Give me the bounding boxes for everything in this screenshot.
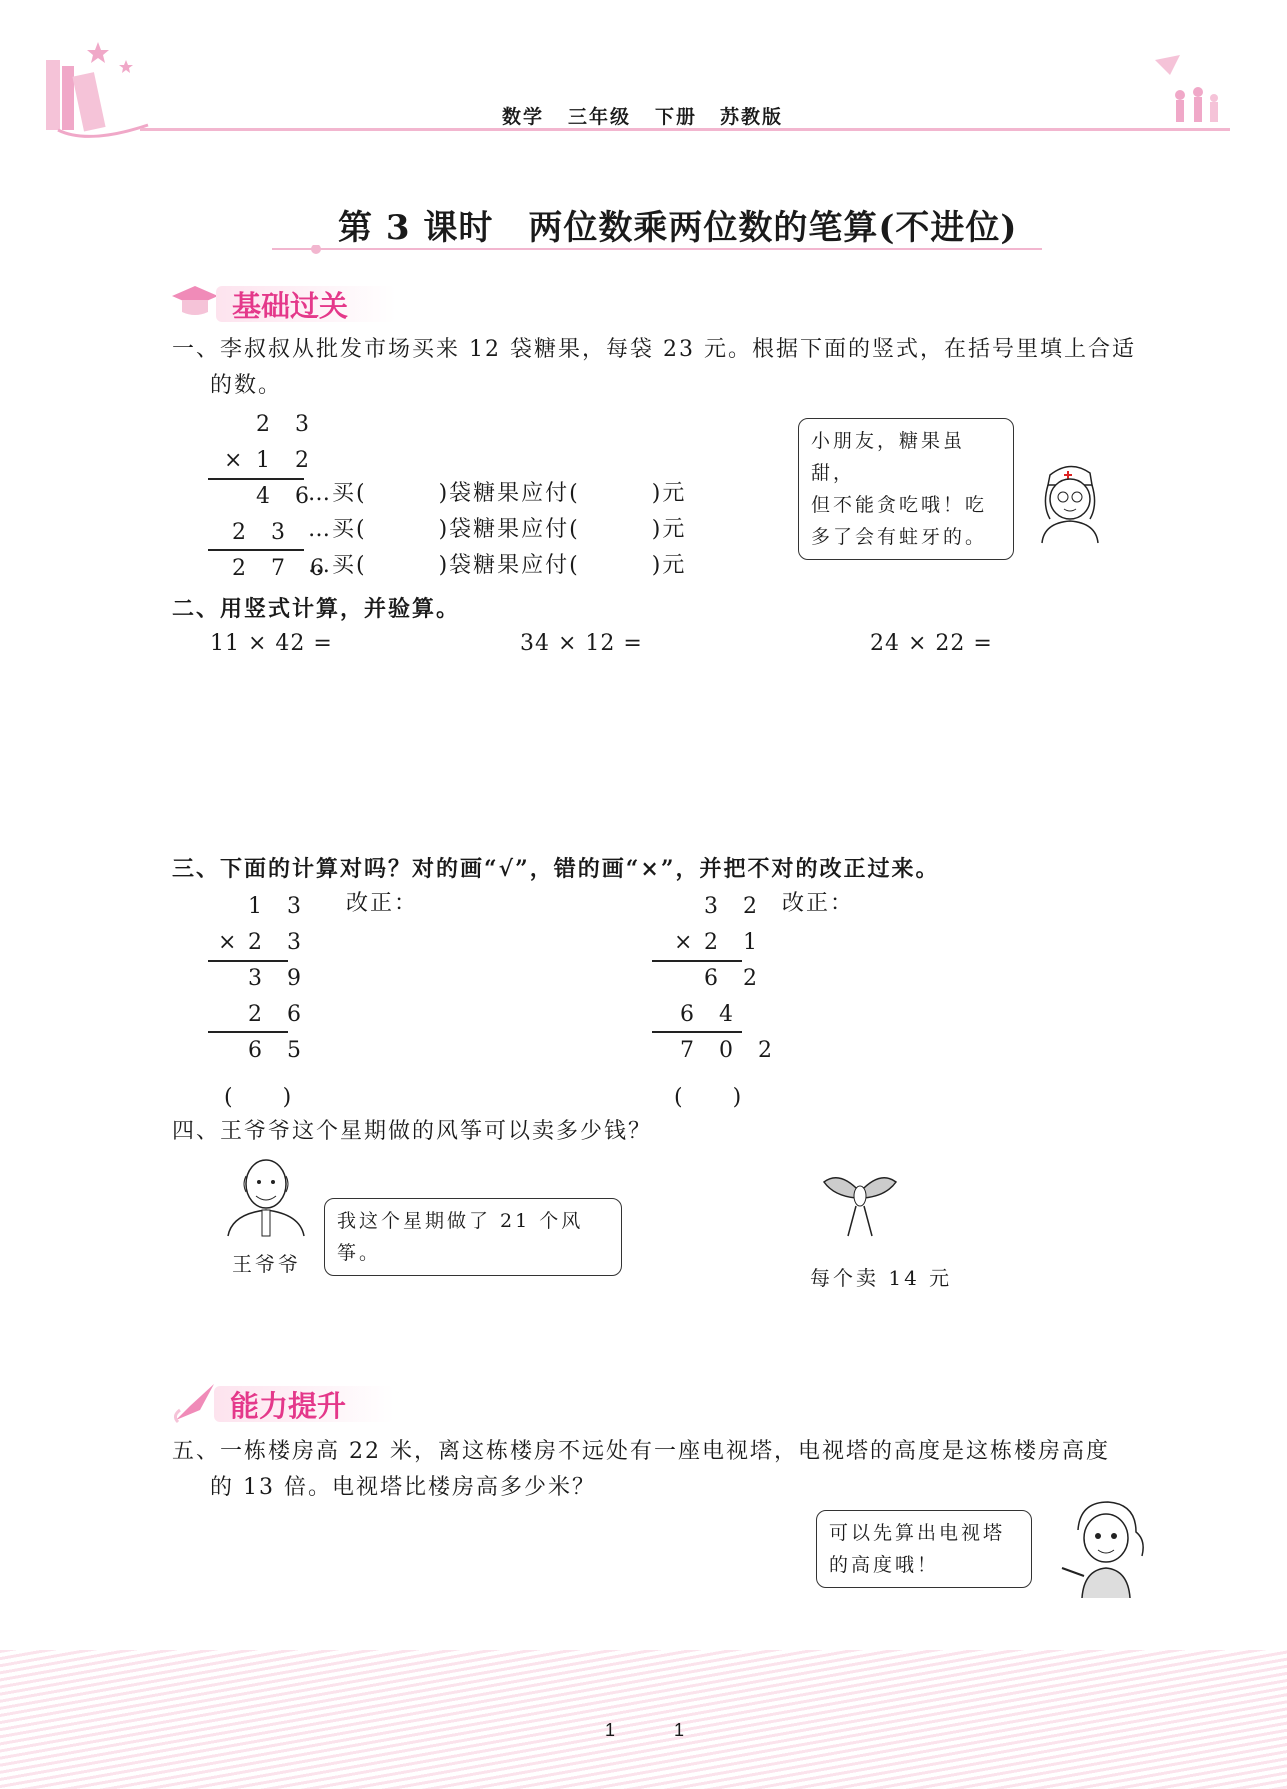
- kite-illustration: [820, 1162, 900, 1242]
- grandpa-illustration: [218, 1156, 314, 1238]
- q5-text-line2: 的 13 倍。电视塔比楼房高多少米？: [210, 1475, 596, 1500]
- header-decoration-left: [38, 30, 158, 150]
- q5-text-line1: 五、一栋楼房高 22 米，离这栋楼房不远处有一座电视塔，电视塔的高度是这栋楼房高度: [172, 1439, 1110, 1464]
- q3-right-rule2: [652, 1031, 742, 1033]
- q3-right-a: 3 2: [704, 894, 766, 919]
- q1-calc-rule1: [208, 478, 304, 480]
- q1-bubble-line1: 小朋友，糖果虽甜，: [811, 430, 966, 484]
- girl-illustration: [1056, 1496, 1156, 1600]
- page-number-left: 1: [605, 1720, 616, 1740]
- q3-left-p1: 3 9: [248, 966, 310, 991]
- q1-calc-b: 1 2: [256, 448, 318, 473]
- q5-bubble-line2: 的高度哦！: [829, 1554, 940, 1576]
- q1-calc-a: 2 3: [256, 412, 318, 437]
- q3-left-p2: 2 6: [248, 1002, 310, 1027]
- q5-bubble-line1: 可以先算出电视塔: [829, 1522, 1006, 1544]
- header-decoration-right: [1150, 50, 1230, 130]
- q3-right-p2: 6 4: [680, 1002, 742, 1027]
- page-title: 第 3 课时 两位数乘两位数的笔算(不进位): [338, 208, 1018, 248]
- q2-expr-3: 24 × 22 =: [870, 631, 993, 656]
- q1-calc-p1: 4 6: [256, 484, 318, 509]
- q3-left-judgement-blank[interactable]: ( ): [224, 1085, 294, 1110]
- q3-left-b: 2 3: [248, 930, 310, 955]
- q3-left-correction-label: 改正：: [346, 891, 419, 916]
- q1-calc-result: 2 7 6: [232, 556, 333, 581]
- section-title-basic: 基础过关: [232, 289, 349, 323]
- footer-band: [0, 1650, 1287, 1789]
- q3-right-result: 7 0 2: [680, 1038, 781, 1063]
- q3-left-result: 6 5: [248, 1038, 310, 1063]
- q1-text-line1: 一、李叔叔从批发市场买来 12 袋糖果，每袋 23 元。根据下面的竖式，在括号里填上合适: [172, 337, 1136, 362]
- q3-left-a: 1 3: [248, 894, 310, 919]
- q1-speech-bubble: [798, 418, 1014, 560]
- page-number-right: 1: [674, 1720, 685, 1740]
- q3-right-p1: 6 2: [704, 966, 766, 991]
- q3-text: 三、下面的计算对吗？对的画“√”，错的画“×”，并把不对的改正过来。: [172, 856, 940, 882]
- q3-right-correction-label: 改正：: [782, 891, 855, 916]
- q1-text-line2: 的数。: [210, 373, 283, 398]
- q1-calc-rule2: [208, 549, 304, 551]
- header-edition: 苏教版: [720, 106, 784, 128]
- q3-right-op: ×: [674, 930, 702, 955]
- q1-bubble-line2: 但不能贪吃哦！吃: [811, 494, 988, 516]
- q2-text: 二、用竖式计算，并验算。: [172, 596, 461, 622]
- q3-left-rule1: [208, 960, 288, 962]
- q1-blank-line-1[interactable]: …买( )袋糖果应付( )元: [308, 481, 687, 506]
- q3-right-b: 2 1: [704, 930, 766, 955]
- q3-right-judgement-blank[interactable]: ( ): [674, 1085, 744, 1110]
- header-term: 下册: [655, 106, 698, 128]
- rocket-icon: [170, 1380, 220, 1424]
- q3-left-rule2: [208, 1031, 288, 1033]
- grandpa-label: 王爷爷: [232, 1252, 301, 1276]
- title-underline: [272, 240, 1042, 250]
- q4-speech-bubble: 我这个星期做了 21 个风筝。: [324, 1198, 622, 1276]
- header-subject: 数学: [502, 106, 545, 128]
- q2-expr-2: 34 × 12 =: [520, 631, 643, 656]
- q3-right-rule1: [652, 960, 742, 962]
- q3-left-op: ×: [218, 930, 246, 955]
- header-grade: 三年级: [568, 106, 632, 128]
- q1-blank-line-2[interactable]: …买( )袋糖果应付( )元: [308, 517, 687, 542]
- q1-bubble-line3: 多了会有蛀牙的。: [811, 526, 988, 548]
- section-title-advanced: 能力提升: [230, 1389, 347, 1423]
- graduation-cap-icon: [170, 284, 220, 320]
- q1-calc-op: ×: [224, 448, 252, 473]
- doctor-illustration: [1020, 455, 1120, 545]
- q4-text: 四、王爷爷这个星期做的风筝可以卖多少钱？: [172, 1119, 653, 1144]
- q1-blank-line-3[interactable]: …买( )袋糖果应付( )元: [308, 553, 687, 578]
- q1-calc-p2: 2 3: [232, 520, 294, 545]
- q2-expr-1: 11 × 42 =: [210, 631, 333, 656]
- q5-speech-bubble: [816, 1510, 1032, 1588]
- kite-price-label: 每个卖 14 元: [810, 1266, 953, 1290]
